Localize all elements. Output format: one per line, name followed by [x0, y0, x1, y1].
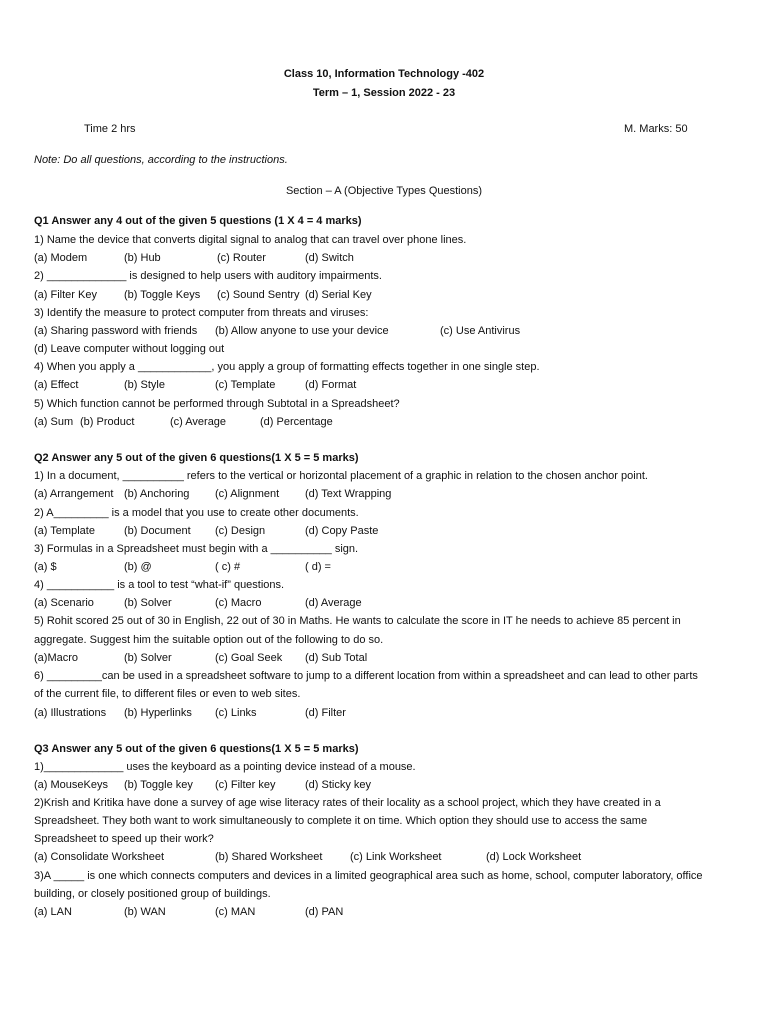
option: (d) Text Wrapping — [305, 488, 392, 500]
option: (b) Anchoring — [124, 488, 190, 500]
option: (a) LAN — [34, 906, 72, 918]
q2-1-question: 1) In a document, __________ refers to the vertical or horizontal placement of a graphic in relation to the chosen anchor point. — [34, 470, 648, 482]
option: (d) Sticky key — [305, 779, 372, 791]
section-heading: Section – A (Objective Types Questions) — [285, 185, 483, 197]
option: (d) Copy Paste — [305, 525, 379, 537]
option: (b) Toggle Keys — [124, 289, 201, 301]
option: (a) Sum — [34, 416, 74, 428]
option: (c) Filter key — [215, 779, 276, 791]
max-marks-label: M. Marks: 50 — [624, 123, 688, 135]
option: (a) Scenario — [34, 597, 94, 609]
option: (a) Filter Key — [34, 289, 97, 301]
q3-2-question: 2)Krish and Kritika have done a survey of age wise literacy rates of their locality as a school project, which they have created in a — [34, 797, 661, 809]
q3-heading: Q3 Answer any 5 out of the given 6 questions(1 X 5 = 5 marks) — [34, 743, 359, 755]
q3-3-question-cont: building, or closely positioned group of buildings. — [34, 888, 271, 900]
q3-2-question-cont: Spreadsheet. They both want to work simultaneously to complete it on time. Which option they should use to access the same — [34, 815, 648, 827]
instructions-note: Note: Do all questions, according to the instructions. — [34, 154, 288, 166]
option: (a) Consolidate Worksheet — [34, 851, 165, 863]
option: (c) Design — [215, 525, 266, 537]
q1-2-question: 2) _____________ is designed to help users with auditory impairments. — [34, 270, 382, 282]
q1-3-option-d: (d) Leave computer without logging out — [34, 343, 225, 355]
option: (a) Modem — [34, 252, 88, 264]
q3-1-question: 1)_____________ uses the keyboard as a pointing device instead of a mouse. — [34, 761, 416, 773]
option: (c) Goal Seek — [215, 652, 283, 664]
q1-1-question: 1) Name the device that converts digital signal to analog that can travel over phone lines. — [34, 234, 467, 246]
option: (b) Allow anyone to use your device — [215, 325, 389, 337]
q1-3-question: 3) Identify the measure to protect computer from threats and viruses: — [34, 307, 369, 319]
q3-3-question: 3)A _____ is one which connects computers and devices in a limited geographical area such as home, school, computer laboratory, office — [34, 870, 703, 882]
option: (c) Links — [215, 707, 257, 719]
option: (c) Use Antivirus — [440, 325, 521, 337]
q1-4-question: 4) When you apply a ____________, you apply a group of formatting effects together in one single step. — [34, 361, 540, 373]
paper-title: Class 10, Information Technology -402 — [283, 68, 485, 80]
option: (c) Link Worksheet — [350, 851, 442, 863]
q2-3-question: 3) Formulas in a Spreadsheet must begin with a __________ sign. — [34, 543, 359, 555]
option: (a) $ — [34, 561, 57, 573]
option: (d) Filter — [305, 707, 346, 719]
option: (b) Solver — [124, 652, 172, 664]
option: (d) Percentage — [260, 416, 333, 428]
option: (b) Solver — [124, 597, 172, 609]
option: (d) PAN — [305, 906, 344, 918]
q3-2-question-cont2: Spreadsheet to speed up their work? — [34, 833, 214, 845]
q1-5-question: 5) Which function cannot be performed through Subtotal in a Spreadsheet? — [34, 398, 400, 410]
option: (d) Average — [305, 597, 362, 609]
time-label: Time 2 hrs — [84, 123, 136, 135]
q2-6-question: 6) _________can be used in a spreadsheet software to jump to a different location from within a spreadsheet and can lead to other parts — [34, 670, 698, 682]
option: (a) MouseKeys — [34, 779, 108, 791]
option: (a) Arrangement — [34, 488, 114, 500]
q2-2-question: 2) A_________ is a model that you use to create other documents. — [34, 507, 359, 519]
option: (a) Effect — [34, 379, 79, 391]
option: (c) Alignment — [215, 488, 280, 500]
option: (a) Illustrations — [34, 707, 107, 719]
option: (c) Sound Sentry — [217, 289, 300, 301]
option: (b) Product — [80, 416, 135, 428]
q2-5-question: 5) Rohit scored 25 out of 30 in English, 22 out of 30 in Maths. He wants to calculate the score in IT he needs to achieve 85 percent in — [34, 615, 681, 627]
option: ( d) = — [305, 561, 331, 573]
option: (b) Shared Worksheet — [215, 851, 323, 863]
option: (a) Sharing password with friends — [34, 325, 198, 337]
option: (d) Switch — [305, 252, 354, 264]
option: (d) Serial Key — [305, 289, 372, 301]
option: (c) Macro — [215, 597, 262, 609]
option: (b) WAN — [124, 906, 166, 918]
option: (b) Hyperlinks — [124, 707, 192, 719]
option: (c) Template — [215, 379, 276, 391]
q2-heading: Q2 Answer any 5 out of the given 6 questions(1 X 5 = 5 marks) — [34, 452, 359, 464]
option: (b) @ — [124, 561, 152, 573]
q1-heading: Q1 Answer any 4 out of the given 5 questions (1 X 4 = 4 marks) — [34, 215, 362, 227]
option: (a)Macro — [34, 652, 79, 664]
option: (a) Template — [34, 525, 95, 537]
option: (d) Format — [305, 379, 357, 391]
option: (b) Document — [124, 525, 191, 537]
option: (d) Sub Total — [305, 652, 368, 664]
option: (d) Lock Worksheet — [486, 851, 582, 863]
option: (c) MAN — [215, 906, 256, 918]
option: (b) Style — [124, 379, 165, 391]
option: (b) Toggle key — [124, 779, 193, 791]
q2-5-question-cont: aggregate. Suggest him the suitable option out of the following to do so. — [34, 634, 384, 646]
q2-4-question: 4) ___________ is a tool to test “what-if” questions. — [34, 579, 285, 591]
option: (c) Router — [217, 252, 266, 264]
q2-6-question-cont: of the current file, to different files or even to web sites. — [34, 688, 301, 700]
option: ( c) # — [215, 561, 241, 573]
option: (b) Hub — [124, 252, 161, 264]
paper-subtitle: Term – 1, Session 2022 - 23 — [312, 87, 456, 99]
option: (c) Average — [170, 416, 227, 428]
